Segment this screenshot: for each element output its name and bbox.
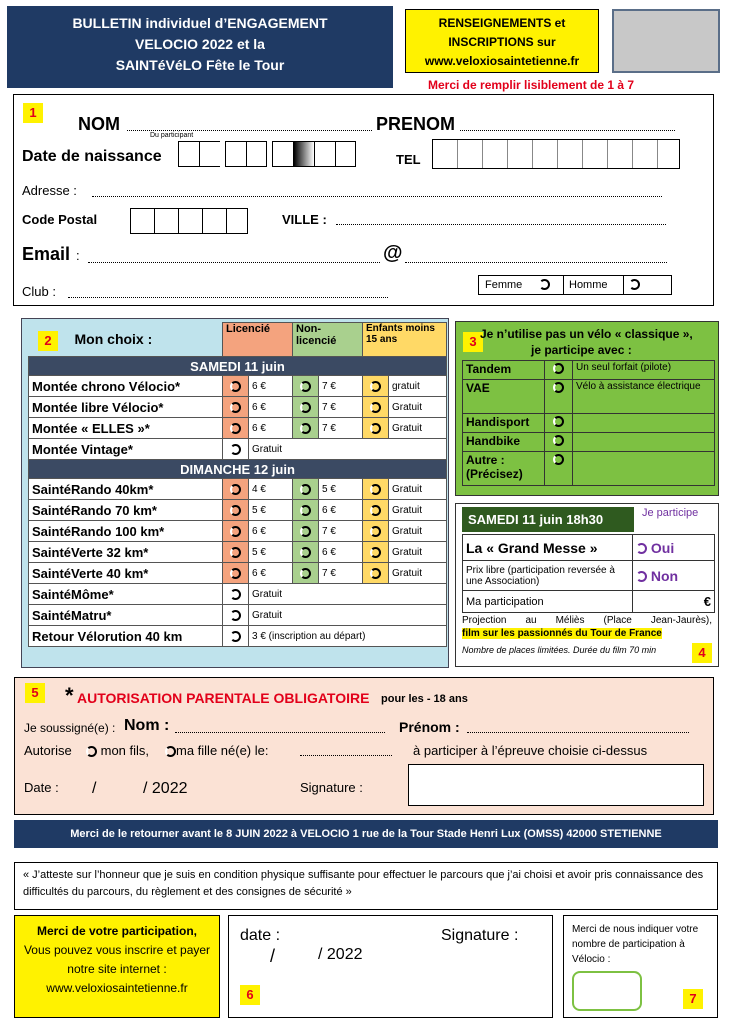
non-licencie-price: 6 € (319, 500, 363, 521)
velo-radio[interactable] (545, 452, 573, 486)
badge-6: 6 (240, 985, 260, 1005)
email-label: Email (22, 244, 71, 264)
velo-desc: Un seul forfait (pilote) (573, 361, 715, 380)
non-licencie-price: 7 € (319, 563, 363, 584)
velo-radio[interactable] (545, 380, 573, 414)
thanks-box (14, 915, 220, 1018)
grand-messe-table (462, 534, 715, 613)
velo-type: Autre : (Précisez) (463, 452, 545, 486)
licencie-price: 4 € (249, 479, 293, 500)
enfant-price: Gratuit (389, 542, 447, 563)
header-line3: SAINTéVéLO Fête le Tour (115, 57, 285, 73)
s3-title1: Je n’utilise pas un vélo « classique », (480, 327, 693, 341)
prenom-label: PRENOM (376, 114, 456, 134)
event-name: SaintéVerte 32 km* (29, 542, 223, 563)
femme-label: Femme (485, 279, 523, 291)
velo-radio[interactable] (545, 361, 573, 380)
badge-2: 2 (38, 331, 58, 351)
velo-type: VAE (463, 380, 545, 414)
mon-choix-label: Mon choix : (74, 331, 153, 348)
enfant-price: Gratuit (389, 418, 447, 439)
col-enfants: Enfants moins 15 ans (363, 323, 447, 357)
enfant-price: Gratuit (389, 397, 447, 418)
badge-7: 7 (683, 989, 703, 1009)
enfant-price: Gratuit (389, 521, 447, 542)
club-label: Club : (22, 284, 56, 299)
event-name: SaintéVerte 40 km* (29, 563, 223, 584)
non-licencie-radio[interactable] (293, 376, 319, 397)
soussigne-label: Je soussigné(e) : (24, 721, 116, 735)
s5-prenom-field[interactable] (467, 732, 689, 733)
dob-year[interactable] (272, 141, 356, 167)
licencie-radio[interactable] (223, 500, 249, 521)
info-line2: INSCRIPTIONS sur (448, 35, 556, 49)
event-price: Gratuit (249, 605, 447, 626)
dob-month[interactable] (225, 141, 267, 167)
non-licencie-radio[interactable] (293, 521, 319, 542)
non-licencie-radio[interactable] (293, 479, 319, 500)
nom-label: NOM (78, 114, 120, 134)
non-licencie-price: 5 € (319, 479, 363, 500)
licencie-radio[interactable] (223, 563, 249, 584)
licencie-price: 6 € (249, 376, 293, 397)
dimanche-header: DIMANCHE 12 juin (29, 460, 447, 479)
event-price: 3 € (inscription au départ) (249, 626, 447, 647)
s3-title2: je participe avec : (531, 343, 632, 357)
s6-date-year[interactable]: / 2022 (318, 946, 363, 963)
non-licencie-radio[interactable] (293, 397, 319, 418)
non-licencie-price: 7 € (319, 521, 363, 542)
non-licencie-price: 7 € (319, 418, 363, 439)
event-radio[interactable] (223, 439, 249, 460)
enfant-radio[interactable] (363, 479, 389, 500)
enfant-radio[interactable] (363, 376, 389, 397)
dob-day[interactable] (178, 141, 220, 167)
velo-desc (573, 452, 715, 486)
licencie-price: 5 € (249, 500, 293, 521)
thanks-title: Merci de votre participation, (36, 924, 198, 938)
event-price: Gratuit (249, 439, 447, 460)
s5-suffix: pour les - 18 ans (381, 693, 468, 705)
info-line1: RENSEIGNEMENTS et (438, 16, 566, 30)
femme-radio[interactable] (539, 278, 550, 290)
attestation: « J’atteste sur l’honneur que je suis en condition physique suffisante pour effectuer le parcours que j’ai choisi et avoir pris connaissance des difficultés du parcours, du règlement et des consignes de sécurité » (14, 862, 718, 910)
velo-radio[interactable] (545, 414, 573, 433)
licencie-radio[interactable] (223, 521, 249, 542)
samedi-header: SAMEDI 11 juin (29, 357, 447, 376)
col-licencie: Licencié (223, 323, 293, 357)
velo-row (463, 361, 715, 380)
fils-radio[interactable]: mon fils, (86, 743, 149, 758)
licencie-radio[interactable] (223, 397, 249, 418)
badge-1: 1 (23, 103, 43, 123)
event-name: SaintéRando 100 km* (29, 521, 223, 542)
licencie-price: 6 € (249, 563, 293, 584)
prenom-field[interactable] (460, 130, 675, 131)
licencie-price: 6 € (249, 397, 293, 418)
non-licencie-price: 6 € (319, 542, 363, 563)
event-row (29, 605, 447, 626)
ville-label: VILLE : (282, 212, 327, 227)
header-line1: BULLETIN individuel d’ENGAGEMENT (72, 15, 328, 31)
velo-desc (573, 433, 715, 452)
event-name: SaintéMôme* (29, 584, 223, 605)
velo-desc: Vélo à assistance électrique (573, 380, 715, 414)
col-non-licencie: Non-licencié (293, 323, 363, 357)
enfant-radio[interactable] (363, 500, 389, 521)
velo-row (463, 380, 715, 414)
enfant-radio[interactable] (363, 521, 389, 542)
event-row (29, 542, 447, 563)
cp-field[interactable] (130, 208, 248, 234)
info-box (405, 9, 599, 73)
autorise-label: Autorise (24, 743, 72, 758)
non-licencie-radio[interactable] (293, 542, 319, 563)
event-row (29, 397, 447, 418)
licencie-radio[interactable] (223, 542, 249, 563)
non-radio[interactable]: Non (633, 561, 715, 591)
licencie-price: 6 € (249, 521, 293, 542)
event-name: Montée chrono Vélocio* (29, 376, 223, 397)
event-row (29, 439, 447, 460)
velo-radio[interactable] (545, 433, 573, 452)
gender-box (478, 275, 672, 295)
projection-line: Projection au Méliès (Place Jean-Jaurès), (462, 615, 712, 626)
s5-prenom-label: Prénom : (399, 719, 460, 735)
s5-signature-box[interactable] (408, 764, 704, 806)
event-name: Montée Vintage* (29, 439, 223, 460)
non-licencie-radio[interactable] (293, 418, 319, 439)
enfant-radio[interactable] (363, 563, 389, 584)
enfant-price: Gratuit (389, 500, 447, 521)
participer-label: à participer à l’épreuve choisie ci-dessus (413, 743, 648, 758)
thanks-text: Vous pouvez vous inscrire et payer notre site internet : (23, 943, 211, 976)
adresse-field[interactable] (92, 196, 662, 197)
homme-label: Homme (569, 279, 608, 291)
event-name: Montée libre Vélocio* (29, 397, 223, 418)
licencie-radio[interactable] (223, 479, 249, 500)
licencie-radio[interactable] (223, 376, 249, 397)
enfant-radio[interactable] (363, 397, 389, 418)
grand-messe-label: La « Grand Messe » (463, 535, 633, 561)
event-row (29, 376, 447, 397)
oui-radio[interactable]: Oui (633, 535, 715, 561)
licencie-price: 5 € (249, 542, 293, 563)
nom-sublabel: Du participant (150, 132, 194, 139)
places-line: Nombre de places limitées. Durée du film 70 min (462, 645, 657, 655)
s5-nom-label: Nom : (124, 717, 170, 734)
non-licencie-radio[interactable] (293, 563, 319, 584)
event-row (29, 479, 447, 500)
nom-field[interactable] (127, 130, 372, 131)
velo-row (463, 414, 715, 433)
velo-row (463, 452, 715, 486)
cp-label: Code Postal (22, 212, 98, 227)
non-licencie-radio[interactable] (293, 500, 319, 521)
event-name: Montée « ELLES »* (29, 418, 223, 439)
licencie-radio[interactable] (223, 418, 249, 439)
event-radio[interactable] (223, 605, 249, 626)
event-price: Gratuit (249, 584, 447, 605)
event-row (29, 584, 447, 605)
s7-text: Merci de nous indiquer votre nombre de participation à Vélocio : (572, 924, 699, 965)
event-radio[interactable] (223, 626, 249, 647)
photo-placeholder (612, 9, 720, 73)
event-name: SaintéRando 40km* (29, 479, 223, 500)
s5-nom-field[interactable] (175, 732, 385, 733)
s4-title: SAMEDI 11 juin 18h30 (462, 507, 634, 532)
event-row (29, 626, 447, 647)
velo-row (463, 433, 715, 452)
film-line: film sur les passionnés du Tour de France (462, 628, 662, 639)
participation-count-field[interactable] (572, 971, 642, 1011)
velo-type: Tandem (463, 361, 545, 380)
s5-date-slash: / (92, 780, 97, 797)
fill-note: Merci de remplir lisiblement de 1 à 7 (428, 78, 635, 92)
s4-je-participe: Je participe (642, 507, 699, 519)
ma-participation-label: Ma participation (463, 591, 633, 613)
s5-signature-label: Signature : (300, 780, 363, 795)
s6-signature-label: Signature : (441, 927, 519, 944)
prix-libre-label: Prix libre (participation reversée à une Association) (463, 561, 633, 591)
enfant-price: gratuit (389, 376, 447, 397)
s6-date-slash: / (270, 946, 276, 966)
event-row (29, 521, 447, 542)
dob-label: Date de naissance (22, 148, 162, 165)
badge-4: 4 (692, 643, 712, 663)
event-row (29, 418, 447, 439)
enfant-radio[interactable] (363, 418, 389, 439)
fille-radio[interactable]: ma fille né(e) le: (165, 743, 268, 758)
header-banner (7, 6, 393, 88)
s5-date-year[interactable]: / 2022 (143, 780, 188, 797)
at-sign: @ (383, 242, 403, 264)
homme-radio[interactable] (629, 278, 640, 290)
tel-label: TEL (396, 152, 421, 167)
velo-desc (573, 414, 715, 433)
email-colon: : (76, 248, 80, 263)
velo-type-table (462, 360, 715, 486)
pricing-table (28, 322, 447, 647)
dob-child-field[interactable] (300, 755, 392, 756)
badge-3: 3 (463, 332, 483, 352)
event-row (29, 500, 447, 521)
licencie-price: 6 € (249, 418, 293, 439)
badge-5: 5 (25, 683, 45, 703)
enfant-price: Gratuit (389, 479, 447, 500)
return-banner: Merci de le retourner avant le 8 JUIN 2022 à VELOCIO 1 rue de la Tour Stade Henri Lux (OMSS) 42000 STETIENNE (14, 820, 718, 848)
non-licencie-price: 7 € (319, 397, 363, 418)
adresse-label: Adresse : (22, 183, 77, 198)
ville-field[interactable] (336, 224, 666, 225)
s5-star: * (65, 683, 74, 708)
event-row (29, 563, 447, 584)
event-name: Retour Vélorution 40 km (29, 626, 223, 647)
enfant-radio[interactable] (363, 542, 389, 563)
velo-type: Handbike (463, 433, 545, 452)
email-local-field[interactable] (88, 262, 380, 263)
event-radio[interactable] (223, 584, 249, 605)
event-name: SaintéRando 70 km* (29, 500, 223, 521)
email-domain-field[interactable] (405, 262, 667, 263)
header-line2: VELOCIO 2022 et la (135, 36, 265, 52)
s5-date-label: Date : (24, 780, 59, 795)
s6-date-label: date : (240, 927, 281, 944)
thanks-link[interactable]: www.veloxiosaintetienne.fr (46, 981, 188, 995)
non-licencie-price: 7 € (319, 376, 363, 397)
info-link[interactable]: www.veloxiosaintetienne.fr (424, 54, 580, 68)
event-name: SaintéMatru* (29, 605, 223, 626)
enfant-price: Gratuit (389, 563, 447, 584)
participation-amount[interactable]: € (633, 591, 715, 613)
velo-type: Handisport (463, 414, 545, 433)
tel-field[interactable] (432, 139, 680, 169)
s5-title: AUTORISATION PARENTALE OBLIGATOIRE (77, 690, 370, 706)
club-field[interactable] (68, 297, 388, 298)
